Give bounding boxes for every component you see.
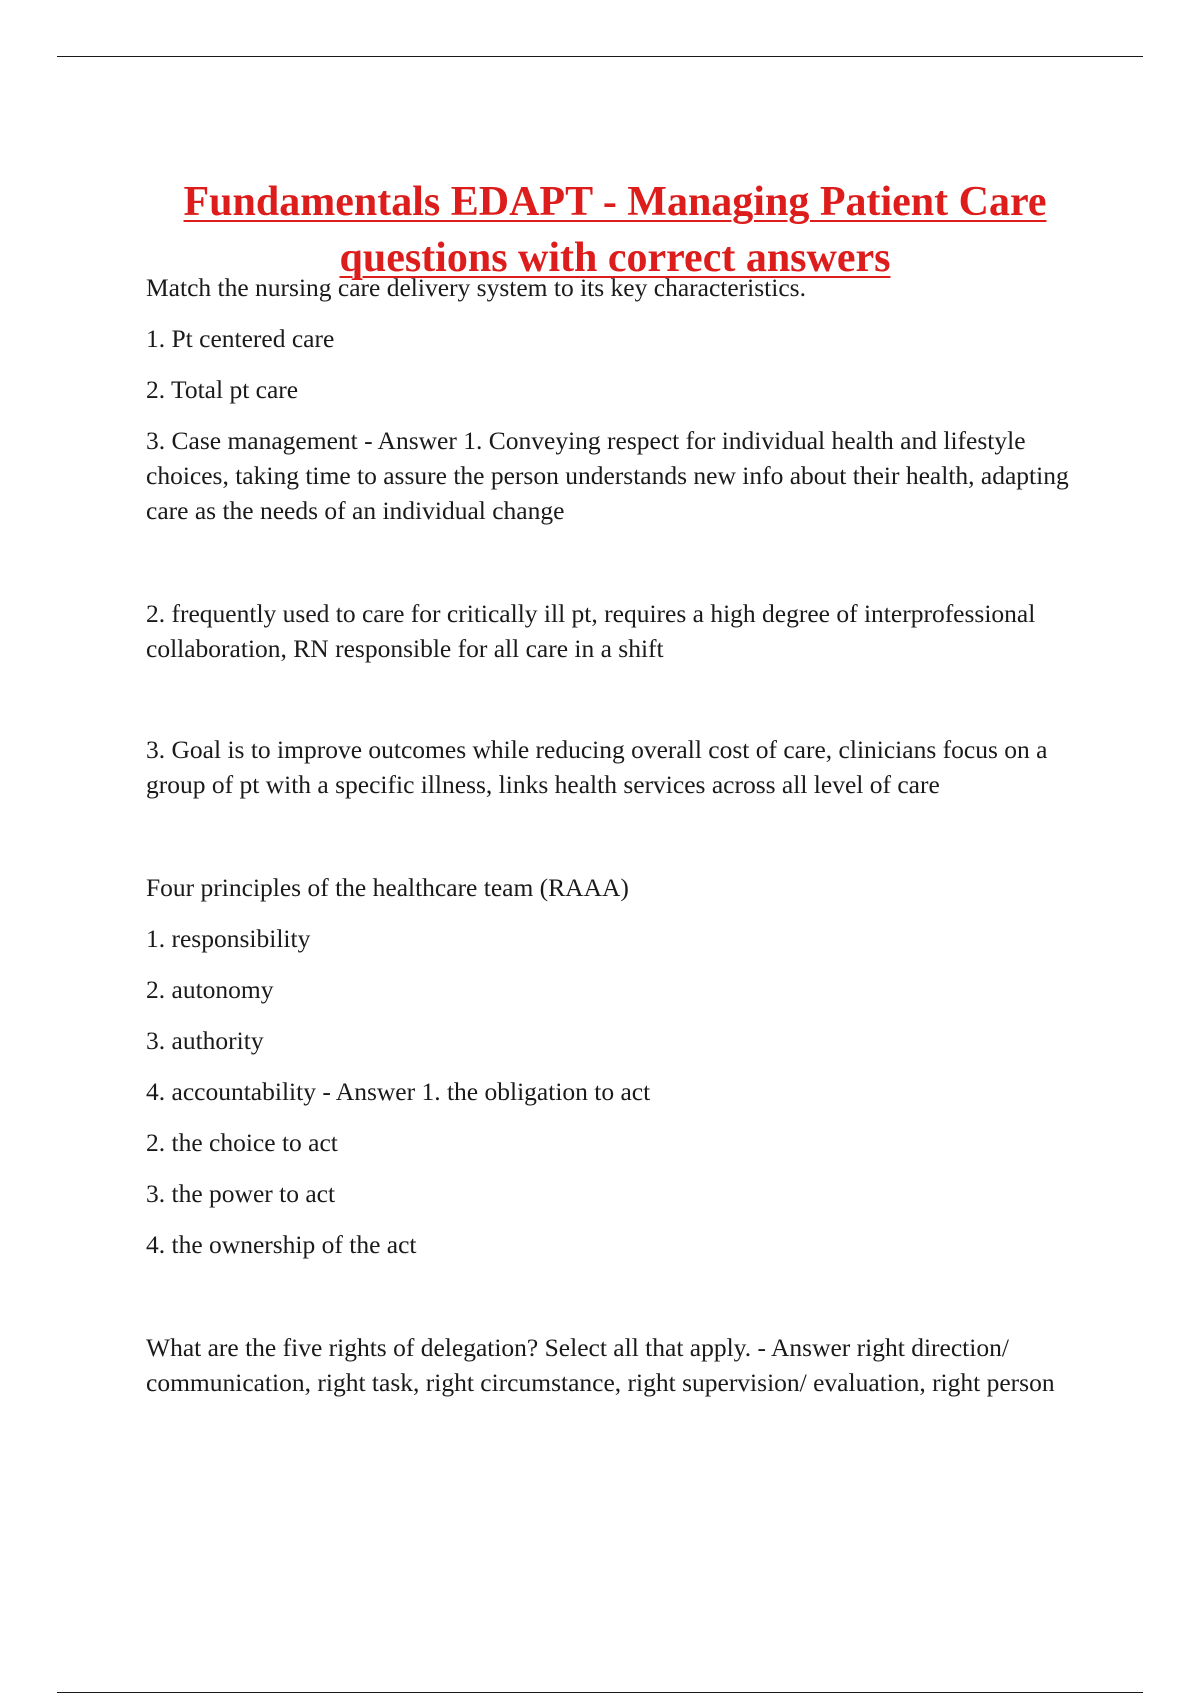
q2-item: 3. the power to act: [146, 1179, 336, 1208]
q2-item: 4. the ownership of the act: [146, 1230, 417, 1259]
q2-item: 2. the choice to act: [146, 1128, 338, 1157]
q1-item: 1. Pt centered care: [146, 324, 335, 353]
q1-answer-3: 3. Goal is to improve outcomes while reducing overall cost of care, clinicians focus on a group of pt with a specific illness, links health services across all level of care: [146, 735, 1048, 799]
bottom-rule: [57, 1692, 1143, 1693]
q1-item: 2. Total pt care: [146, 375, 299, 404]
q2-item: 2. autonomy: [146, 975, 274, 1004]
q2-item: 1. responsibility: [146, 924, 311, 953]
top-rule: [57, 56, 1143, 57]
title-line-2: questions with correct answers: [339, 235, 891, 282]
q1-answer-2: 2. frequently used to care for critically ill pt, requires a high degree of interprofessional collaboration, RN responsible for all care in a shift: [146, 599, 1036, 663]
document-body: [146, 270, 1106, 1416]
q2-item: 3. authority: [146, 1026, 264, 1055]
q2-prompt: Four principles of the healthcare team (RAAA): [146, 873, 629, 902]
q1-prompt: Match the nursing care delivery system to its key characteristics.: [146, 273, 806, 302]
title-line-1: Fundamentals EDAPT - Managing Patient Care: [183, 179, 1047, 226]
q3-text: What are the five rights of delegation? Select all that apply. - Answer right direction/ communication, right task, right circumstance, right supervision/ evaluation, right person: [146, 1333, 1055, 1397]
q1-item-answer: 3. Case management - Answer 1. Conveying respect for individual health and lifestyle choices, taking time to assure the person understands new info about their health, adapting care as the needs of an individual change: [146, 426, 1069, 525]
q2-item-answer: 4. accountability - Answer 1. the obligation to act: [146, 1077, 651, 1106]
